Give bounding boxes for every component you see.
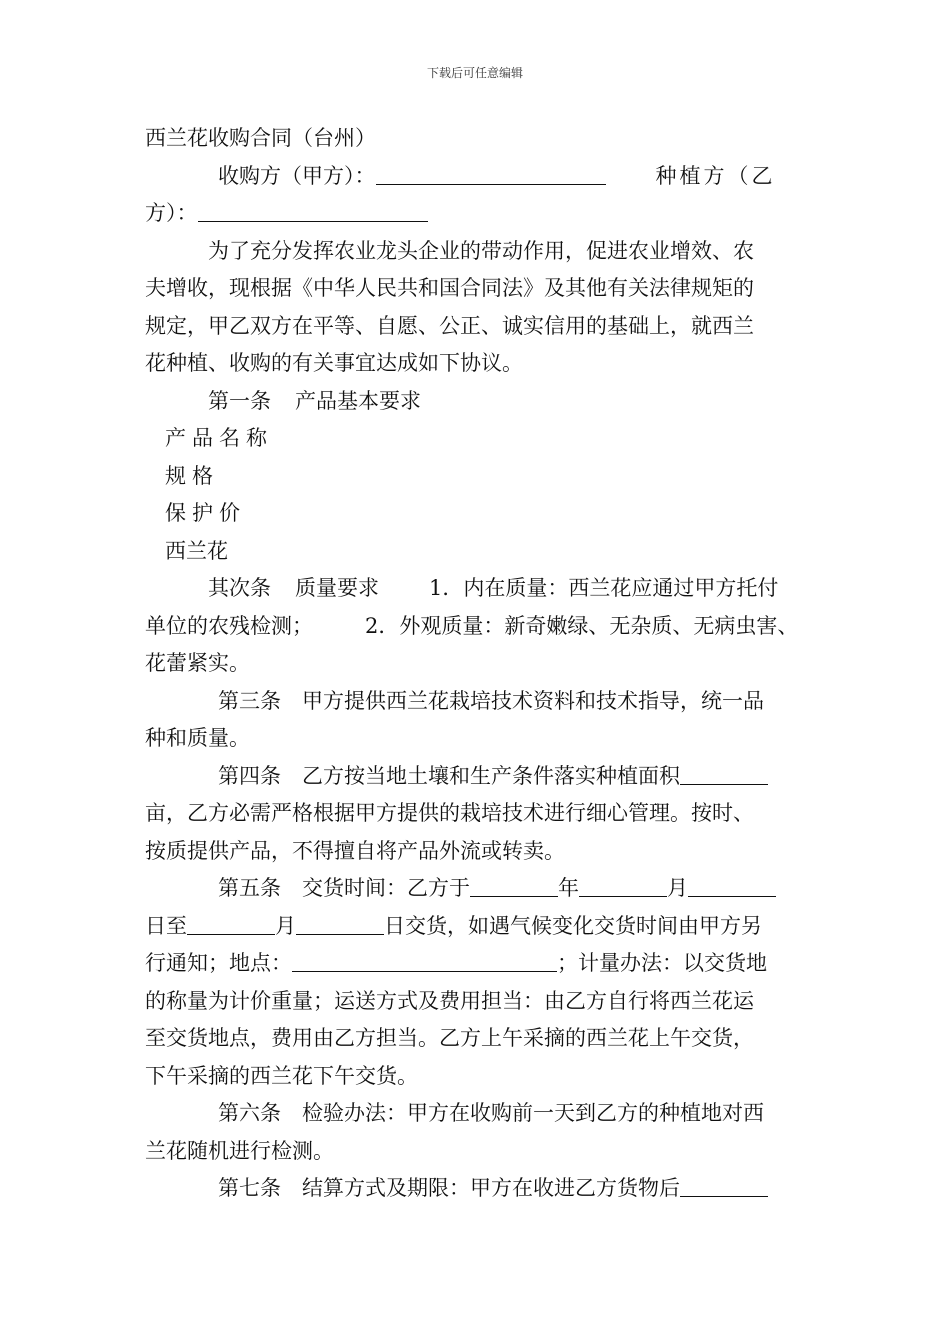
table-item-spec: 规格 bbox=[165, 463, 219, 488]
contract-document bbox=[145, 120, 810, 1208]
day-blank[interactable] bbox=[688, 874, 776, 897]
party-b-label-cont: 方）： bbox=[145, 201, 198, 225]
party-b-line bbox=[145, 195, 810, 233]
measure-text: ；计量办法：以交货地 bbox=[557, 951, 767, 975]
article-5-line-2 bbox=[145, 908, 810, 946]
contract-title: 西兰花收购合同（台州） bbox=[145, 126, 376, 150]
article-4-line-3: 按质提供产品，不得擅自将产品外流或转卖。 bbox=[145, 838, 565, 863]
article-5-line-5: 至交货地点，费用由乙方担当。乙方上午采摘的西兰花上午交货， bbox=[145, 1026, 754, 1050]
table-item-product-name: 产品名称 bbox=[165, 426, 273, 450]
place-blank[interactable] bbox=[292, 949, 557, 972]
place-label: 行通知；地点： bbox=[145, 951, 292, 975]
article-7-text: 第七条 结算方式及期限：甲方在收进乙方货物后 bbox=[218, 1176, 680, 1200]
article-6-line-2: 兰花随机进行检测。 bbox=[145, 1138, 334, 1163]
article-5-text: 第五条 交货时间：乙方于 bbox=[218, 876, 470, 900]
article-5-line-1 bbox=[145, 870, 810, 908]
party-a-blank[interactable] bbox=[376, 162, 606, 185]
end-month-blank[interactable] bbox=[187, 912, 275, 935]
intro-line-4: 花种植、收购的有关事宜达成如下协议。 bbox=[145, 351, 523, 375]
party-b-blank[interactable] bbox=[198, 199, 428, 222]
month-label: 月 bbox=[667, 876, 688, 900]
article-2-line-1 bbox=[145, 570, 810, 608]
article-3-line-1: 第三条 甲方提供西兰花栽培技术资料和技术指导，统一品 bbox=[218, 688, 764, 713]
end-day-blank[interactable] bbox=[296, 912, 384, 935]
article-6-line-1: 第六条 检验办法：甲方在收购前一天到乙方的种植地对西 bbox=[218, 1101, 764, 1125]
settlement-days-blank[interactable] bbox=[680, 1174, 768, 1197]
quality-item-1-cont: 单位的农残检测； bbox=[145, 613, 313, 638]
header-note: 下载后可任意编辑 bbox=[426, 66, 523, 80]
article-4-line-1 bbox=[145, 758, 810, 796]
quality-item-1: 1．内在质量：西兰花应通过甲方托付 bbox=[429, 576, 779, 600]
article-2-line-2 bbox=[145, 608, 810, 646]
table-item-protect-price: 保护价 bbox=[165, 501, 246, 525]
article-1-number: 第一条 bbox=[208, 388, 271, 413]
party-a-label: 收购方（甲方）： bbox=[218, 163, 376, 188]
article-2-line-3: 花蕾紧实。 bbox=[145, 651, 250, 675]
intro-line-2: 夫增收，现根据《中华人民共和国合同法》及其他有关法律规矩的 bbox=[145, 276, 754, 300]
article-2-number: 其次条 bbox=[208, 576, 271, 600]
article-1-heading bbox=[145, 383, 810, 421]
year-blank[interactable] bbox=[470, 874, 558, 897]
article-4-line-2: 亩，乙方必需严格根据甲方提供的栽培技术进行细心管理。按时、 bbox=[145, 801, 754, 825]
party-a-line bbox=[145, 158, 810, 196]
month-blank[interactable] bbox=[579, 874, 667, 897]
end-month-label: 月 bbox=[275, 913, 296, 938]
table-item-broccoli: 西兰花 bbox=[165, 538, 228, 563]
article-5-line-4: 的称量为计价重量；运送方式及费用担当：由乙方自行将西兰花运 bbox=[145, 988, 754, 1013]
article-1-title: 产品基本要求 bbox=[295, 388, 421, 413]
delivery-text: 日交货，如遇气候变化交货时间由甲方另 bbox=[384, 913, 762, 938]
intro-line-3: 规定，甲乙双方在平等、自愿、公正、诚实信用的基础上，就西兰 bbox=[145, 313, 754, 338]
party-b-label: 种植方（乙 bbox=[655, 163, 776, 188]
quality-item-2: 2．外观质量：新奇嫩绿、无杂质、无病虫害、 bbox=[365, 613, 799, 638]
article-4-text: 第四条 乙方按当地土壤和生产条件落实种植面积 bbox=[218, 763, 680, 788]
year-label: 年 bbox=[558, 876, 579, 900]
article-3-line-2: 种和质量。 bbox=[145, 726, 250, 750]
article-2-title: 质量要求 bbox=[295, 576, 379, 600]
day-to-label: 日至 bbox=[145, 913, 187, 938]
article-5-line-3 bbox=[145, 945, 810, 983]
intro-line-1: 为了充分发挥农业龙头企业的带动作用，促进农业增效、农 bbox=[208, 238, 754, 263]
article-7-line-1 bbox=[145, 1170, 810, 1208]
article-5-line-6: 下午采摘的西兰花下午交货。 bbox=[145, 1063, 418, 1088]
area-blank[interactable] bbox=[680, 762, 768, 785]
